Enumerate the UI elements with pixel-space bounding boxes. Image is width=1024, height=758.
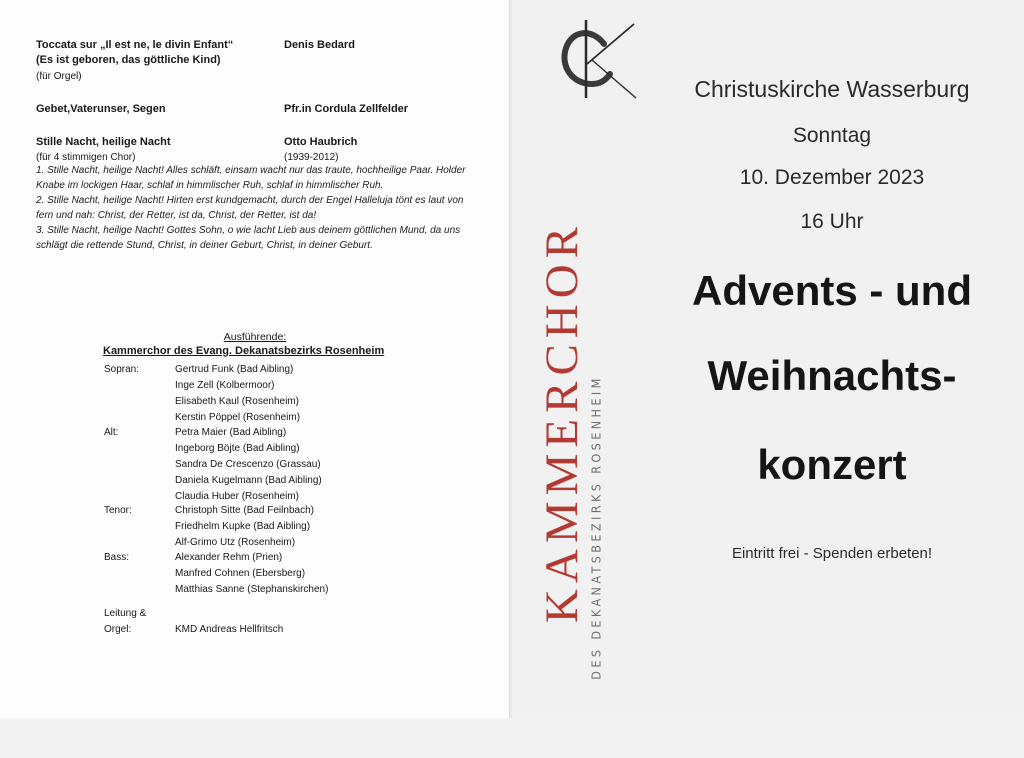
stille-nacht-title: Stille Nacht, heilige Nacht bbox=[36, 136, 171, 148]
conductor-name: KMD Andreas Hellfritsch bbox=[175, 624, 284, 635]
program-page bbox=[0, 0, 510, 718]
singer: Alexander Rehm (Prien) bbox=[175, 552, 283, 563]
lyrics-verses bbox=[36, 163, 466, 253]
toccata-subtitle: (Es ist geboren, das göttliche Kind) bbox=[36, 54, 221, 66]
singer: Manfred Cohnen (Ebersberg) bbox=[175, 568, 306, 579]
concert-title-line2: Weihnachts- bbox=[707, 352, 957, 399]
singer: Inge Zell (Kolbermoor) bbox=[175, 380, 275, 391]
dekanatsbezirk-vertical-subtitle: DES DEKANATSBEZIRKS ROSENHEIM bbox=[588, 375, 604, 680]
singer: Alf-Grimo Utz (Rosenheim) bbox=[175, 537, 296, 548]
singer: Christoph Sitte (Bad Feilnbach) bbox=[175, 505, 314, 516]
singer: Kerstin Pöppel (Rosenheim) bbox=[175, 412, 301, 423]
performers-heading: Ausführende: bbox=[223, 331, 287, 343]
concert-date: 10. Dezember 2023 bbox=[739, 166, 925, 189]
stille-nacht-note: (für 4 stimmigen Chor) bbox=[36, 152, 136, 163]
singer: Elisabeth Kaul (Rosenheim) bbox=[175, 396, 299, 407]
toccata-title: Toccata sur „Il est ne, le divin Enfant“ bbox=[36, 39, 234, 51]
stille-nacht-composer: Otto Haubrich bbox=[284, 136, 358, 148]
concert-day: Sonntag bbox=[792, 124, 872, 147]
concert-time: 16 Uhr bbox=[800, 210, 864, 233]
toccata-composer: Denis Bedard bbox=[284, 39, 355, 51]
tenor-label: Tenor: bbox=[104, 505, 132, 516]
concert-title-line3: konzert bbox=[757, 441, 907, 488]
kc-logo bbox=[542, 14, 638, 102]
verse-3: 3. Stille Nacht, heilige Nacht! Gottes Sohn, o wie lacht Lieb aus deinem göttlichen Mund, da uns schlägt die rettende Stund, Christ, in deiner Geburt, Christ, in deiner Geburt. bbox=[36, 225, 461, 251]
choir-name: Kammerchor des Evang. Dekanatsbezirks Rosenheim bbox=[103, 345, 385, 357]
singer: Petra Maier (Bad Aibling) bbox=[175, 427, 287, 438]
verse-2: 2. Stille Nacht, heilige Nacht! Hirten erst kundgemacht, durch der Engel Halleluja tönt es laut von fern und nah: Christ, der Retter, ist da, Christ, der Retter, ist da! bbox=[36, 195, 464, 221]
venue: Christuskirche Wasserburg bbox=[694, 76, 970, 102]
gebet-person: Pfr.in Cordula Zellfelder bbox=[284, 103, 409, 115]
singer: Gertrud Funk (Bad Aibling) bbox=[175, 364, 294, 375]
sopran-label: Sopran: bbox=[104, 364, 140, 375]
gebet-title: Gebet,Vaterunser, Segen bbox=[36, 103, 166, 115]
kammerchor-vertical-title: KAMMERCHOR bbox=[536, 220, 588, 624]
admission-note: Eintritt frei - Spenden erbeten! bbox=[731, 545, 933, 562]
singer: Ingeborg Böjte (Bad Aibling) bbox=[175, 443, 300, 454]
leitung-label: Leitung & bbox=[104, 608, 147, 619]
singer: Daniela Kugelmann (Bad Aibling) bbox=[175, 475, 322, 486]
singer: Friedhelm Kupke (Bad Aibling) bbox=[175, 521, 311, 532]
verse-1: 1. Stille Nacht, heilige Nacht! Alles schläft, einsam wacht nur das traute, hochheilige Paar. Holder Knabe im lockigen Haar, schlaf in himmlischer Ruh, schlaf in himmlischer Ruh. bbox=[36, 165, 466, 191]
alt-label: Alt: bbox=[104, 427, 119, 438]
stille-nacht-years: (1939-2012) bbox=[284, 152, 339, 163]
concert-title-line1: Advents - und bbox=[692, 267, 972, 314]
bass-label: Bass: bbox=[104, 552, 130, 563]
singer: Sandra De Crescenzo (Grassau) bbox=[175, 459, 321, 470]
cover-page bbox=[512, 0, 1024, 718]
orgel-label: Orgel: bbox=[104, 624, 132, 635]
toccata-note: (für Orgel) bbox=[36, 71, 82, 82]
singer: Claudia Huber (Rosenheim) bbox=[175, 491, 299, 502]
singer: Matthias Sanne (Stephanskirchen) bbox=[175, 584, 329, 595]
